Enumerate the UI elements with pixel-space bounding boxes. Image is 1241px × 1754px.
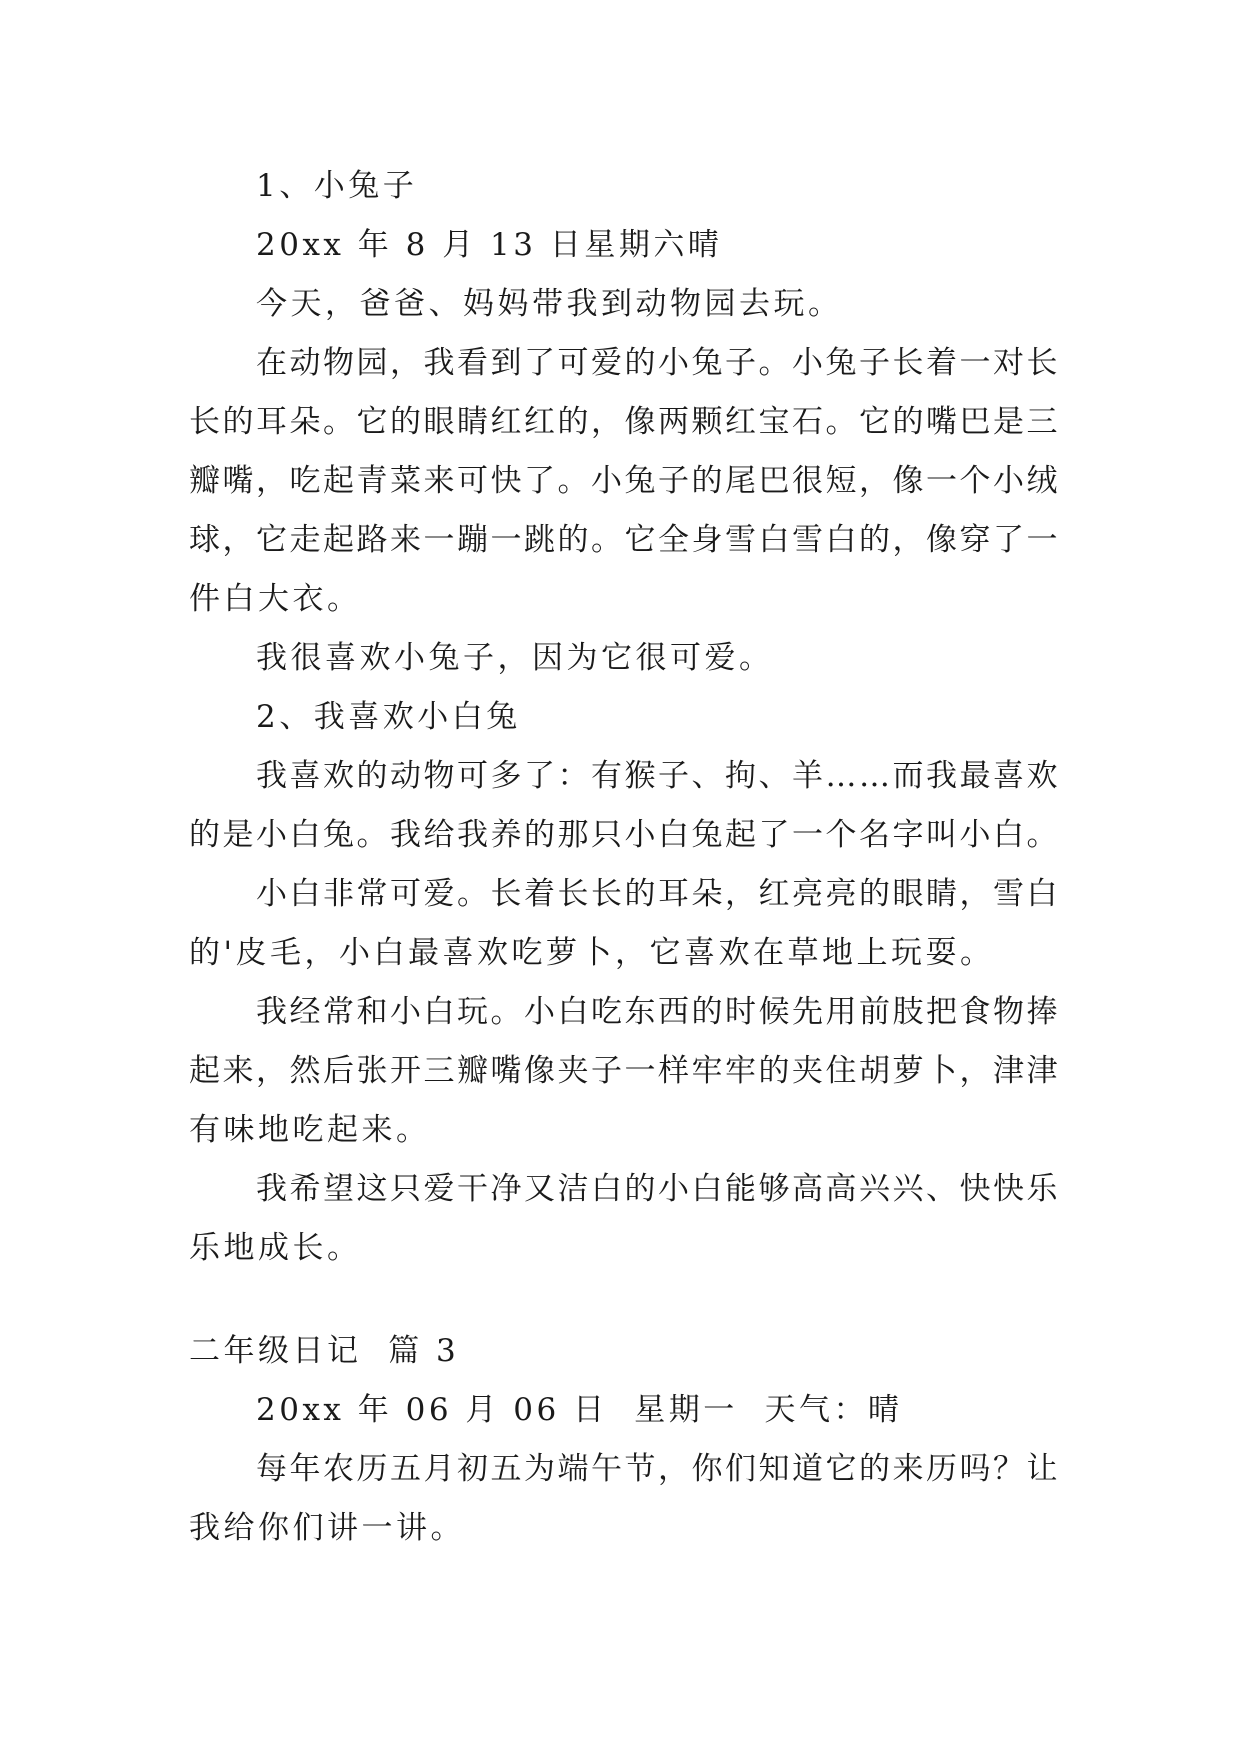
paragraph-line: 小白非常可爱。长着长长的耳朵，红亮亮的眼睛，雪白 <box>256 876 1060 912</box>
diary-date-1: 20xx 年 8 月 13 日星期六晴 <box>256 227 723 263</box>
paragraph-line: 件白大衣。 <box>189 581 362 617</box>
paragraph-line: 每年农历五月初五为端午节，你们知道它的来历吗？让 <box>256 1451 1060 1487</box>
paragraph-line: 乐地成长。 <box>189 1230 362 1266</box>
paragraph-line: 在动物园，我看到了可爱的小兔子。小兔子长着一对长 <box>256 345 1060 381</box>
section-title-1: 1、小兔子 <box>256 168 418 204</box>
paragraph-line: 我经常和小白玩。小白吃东西的时候先用前肢把食物捧 <box>256 994 1060 1030</box>
paragraph-line: 瓣嘴，吃起青菜来可快了。小兔子的尾巴很短，像一个小绒 <box>189 463 1060 499</box>
paragraph-line: 我喜欢的动物可多了：有猴子、拘、羊……而我最喜欢 <box>256 758 1060 794</box>
paragraph-line: 球，它走起路来一蹦一跳的。它全身雪白雪白的，像穿了一 <box>189 522 1060 558</box>
paragraph-line: 我给你们讲一讲。 <box>189 1510 465 1546</box>
paragraph-line: 今天，爸爸、妈妈带我到动物园去玩。 <box>256 286 843 322</box>
paragraph-line: 我希望这只爱干净又洁白的小白能够高高兴兴、快快乐 <box>256 1171 1060 1207</box>
section-title-2: 2、我喜欢小白兔 <box>256 699 521 735</box>
paragraph-line: 的'皮毛，小白最喜欢吃萝卜，它喜欢在草地上玩耍。 <box>189 935 995 971</box>
paragraph-line: 有味地吃起来。 <box>189 1112 431 1148</box>
diary-date-2: 20xx 年 06 月 06 日 星期一 天气：晴 <box>256 1392 903 1428</box>
article-heading: 二年级日记 篇 3 <box>189 1333 460 1369</box>
paragraph-line: 长的耳朵。它的眼睛红红的，像两颗红宝石。它的嘴巴是三 <box>189 404 1060 440</box>
paragraph-line: 我很喜欢小兔子，因为它很可爱。 <box>256 640 774 676</box>
paragraph-line: 起来，然后张开三瓣嘴像夹子一样牢牢的夹住胡萝卜，津津 <box>189 1053 1060 1089</box>
paragraph-line: 的是小白兔。我给我养的那只小白兔起了一个名字叫小白。 <box>189 817 1060 853</box>
